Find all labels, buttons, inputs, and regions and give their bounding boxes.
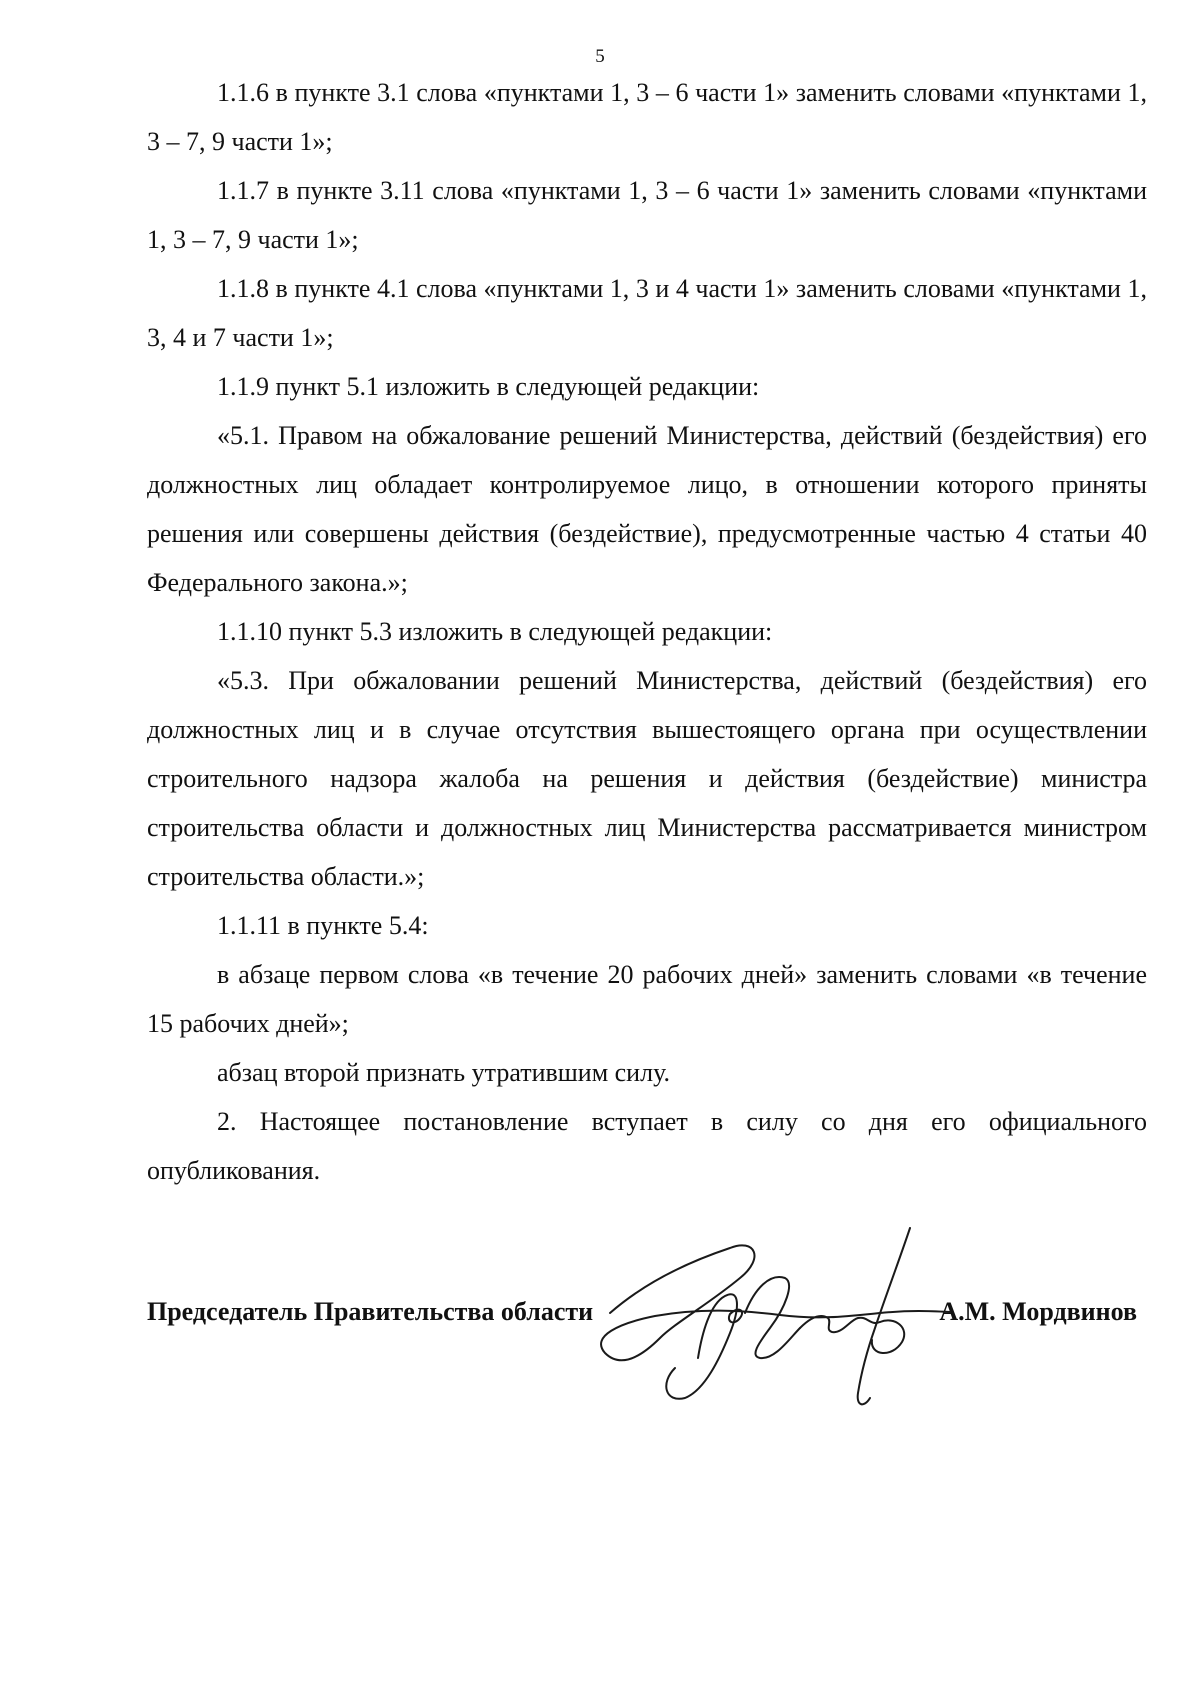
paragraph-abzac-2: абзац второй признать утратившим силу. (217, 1058, 670, 1087)
paragraph-1-1-8: 1.1.8 в пункте 4.1 слова «пунктами 1, 3 и 4 части 1» заменить словами «пунктами 1, 3, 4 и 7 части 1»; (147, 274, 1147, 352)
paragraph-1-1-6: 1.1.6 в пункте 3.1 слова «пунктами 1, 3 – 6 части 1» заменить словами «пунктами 1, 3 – 7, 9 части 1»; (147, 78, 1147, 156)
paragraph-5-1-text: «5.1. Правом на обжалование решений Министерства, действий (бездействия) его должностных лиц обладает контролируемое лицо, в отношении которого приняты решения или совершены действия (бездействие), предусмотренные частью 4 статьи 40 Федерального закона.»; (147, 421, 1147, 597)
signatory-position: Председатель Правительства области (147, 1297, 594, 1326)
paragraph-1-1-11: 1.1.11 в пункте 5.4: (217, 911, 429, 940)
paragraph-abzac-1: в абзаце первом слова «в течение 20 рабочих дней» заменить словами «в течение 15 рабочих дней»; (147, 960, 1147, 1038)
paragraph-2-effective: 2. Настоящее постановление вступает в силу со дня его официального опубликования. (147, 1107, 1147, 1185)
handwritten-signature (580, 1218, 980, 1428)
paragraph-1-1-9: 1.1.9 пункт 5.1 изложить в следующей редакции: (217, 372, 760, 401)
page-number: 5 (595, 46, 605, 67)
signatory-name: А.М. Мордвинов (939, 1297, 1137, 1326)
paragraph-5-3-text: «5.3. При обжаловании решений Министерства, действий (бездействия) его должностных лиц и в случае отсутствия вышестоящего органа при осуществлении строительного надзора жалоба на решения и действия (бездействие) министра строительства области и должностных лиц Министерства рассматривается министром строительства области.»; (147, 666, 1147, 891)
paragraph-1-1-10: 1.1.10 пункт 5.3 изложить в следующей редакции: (217, 617, 773, 646)
paragraph-1-1-7: 1.1.7 в пункте 3.11 слова «пунктами 1, 3 – 6 части 1» заменить словами «пунктами 1, 3 – 7, 9 части 1»; (147, 176, 1147, 254)
document-body (147, 68, 1147, 1195)
